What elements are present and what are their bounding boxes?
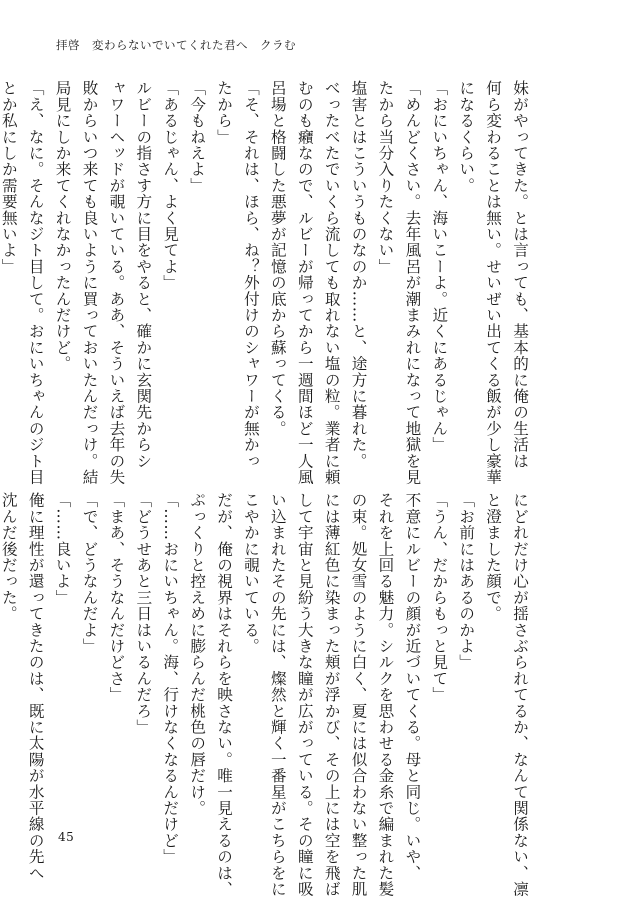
upper-text-block (0, 80, 533, 485)
text-column: 「で、どうなんだよ」 (80, 492, 99, 654)
text-column: 塩害とはこういうものなのか……と、途方に暮れた。 (349, 80, 368, 469)
text-column: ルビーの指さす方に目をやると、確かに玄関先からシ (134, 80, 153, 469)
text-column: ぷっくりと控えめに膨らんだ桃色の唇だけ。 (188, 492, 207, 816)
text-column: ャワーヘッドが覗いている。ああ、そういえば去年の失 (107, 80, 126, 485)
text-column: して宇宙と見紛う大きな瞳が広がっている。その瞳に吸 (295, 492, 314, 897)
text-column: 「あるじゃん、よく見てよ」 (161, 80, 180, 291)
text-column: 何ら変わることは無い。せいぜい出てくる飯が少し豪華 (484, 80, 503, 485)
text-column: 「……良いよ」 (53, 492, 72, 606)
text-column: 「え、なに。そんなジト目して。おにいちゃんのジト目 (26, 80, 45, 485)
lower-text-block (0, 492, 533, 897)
text-column: 沈んだ後だった。 (0, 492, 18, 622)
text-column: たから当分入りたくない」 (376, 80, 395, 275)
text-column: たから」 (215, 80, 234, 145)
text-column: には薄紅色に染まった頬が浮かび、その上には空を飛ば (322, 492, 341, 897)
text-column: 「どうせあと三日はいるんだろ」 (134, 492, 153, 735)
text-column: だが、俺の視界はそれらを映さない。唯一見えるのは、 (215, 492, 234, 897)
text-column: 「めんどくさい。去年風呂が潮まみれになって地獄を見 (403, 80, 422, 485)
page-number: 45 (58, 830, 75, 844)
text-column: 「今もねえよ」 (188, 80, 207, 194)
text-column: い込まれたその先には、燦然と輝く一番星がこちらをに (268, 492, 287, 897)
text-column: 妹がやってきた。とは言っても、基本的に俺の生活は (511, 80, 529, 469)
text-column: になるくらい。 (457, 80, 476, 194)
text-column: それを上回る魅力。シルクを思わせる金糸で編まれた髪 (376, 492, 395, 897)
text-column: 「うん、だからもっと見て」 (430, 492, 449, 703)
text-column: 「お前にはあるのかよ」 (457, 492, 476, 671)
text-column: 「そ、それは、ほら、ね？外付けのシャワーが無かっ (241, 80, 260, 469)
running-title: 拝啓 変わらないでいてくれた君へ クラむ (56, 38, 296, 52)
text-column: とか私にしか需要無いよ」 (0, 80, 18, 275)
text-column: と澄ました顔で。 (484, 492, 503, 622)
text-column: 「おにいちゃん、海いこーよ。近くにあるじゃん」 (430, 80, 449, 453)
text-column: こやかに覗いている。 (241, 492, 260, 654)
text-column: 呂場と格闘した悪夢が記憶の底から蘇ってくる。 (268, 80, 287, 437)
text-column: 不意にルビーの顔が近づいてくる。母と同じ。いや、 (403, 492, 422, 881)
text-column: 俺に理性が還ってきたのは、既に太陽が水平線の先へ (26, 492, 45, 881)
text-column: にどれだけ心が揺さぶられてるか、なんて関係ない、凛 (511, 492, 529, 897)
text-column: むのも癪なので、ルビーが帰ってから一週間ほど一人風 (295, 80, 314, 485)
text-column: べったべたでいくら流しても取れない塩の粒。業者に頼 (322, 80, 341, 485)
text-column: 局見にしか来てくれなかったんだけど。 (53, 80, 72, 372)
text-column: の束。処女雪のように白く、夏には似合わない整った肌 (349, 492, 368, 897)
text-column: 「まあ、そうなんだけどさ」 (107, 492, 126, 703)
text-column: 「……おにいちゃん。海、行けなくなるんだけど」 (161, 492, 180, 865)
text-column: 敗からいつ来ても良いように買っておいたんだっけ。結 (80, 80, 99, 485)
